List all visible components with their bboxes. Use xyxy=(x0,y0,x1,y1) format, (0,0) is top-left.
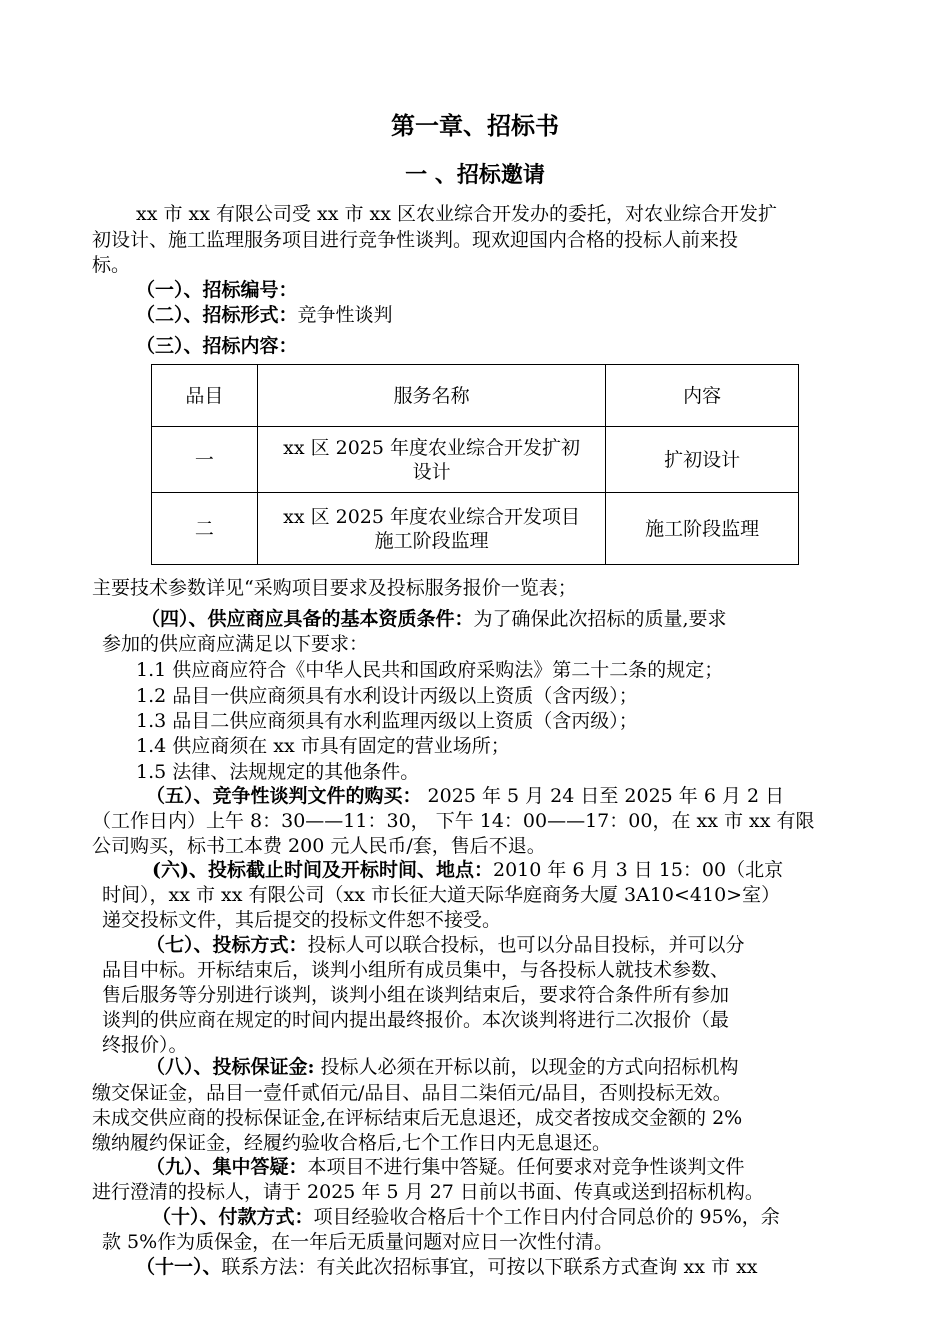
s5-text: 2025 年 5 月 24 日至 2025 年 6 月 2 日 xyxy=(421,785,785,807)
table-cell-item: 二 xyxy=(152,493,258,565)
intro-line-2: 初设计、施工监理服务项目进行竞争性谈判。现欢迎国内合格的投标人前来投 xyxy=(92,229,739,251)
chapter-title: 第一章、招标书 xyxy=(391,111,559,140)
service-table xyxy=(151,364,799,565)
s7-line-5: 终报价）。 xyxy=(102,1034,188,1056)
bid-form-line xyxy=(136,303,393,327)
requirement-item: 1.1 供应商应符合《中华人民共和国政府采购法》第二十二条的规定； xyxy=(136,659,724,681)
table-cell-content: 施工阶段监理 xyxy=(606,493,799,565)
s5-label: （五）、竞争性谈判文件的购买： xyxy=(146,785,422,807)
table-cell-content: 扩初设计 xyxy=(606,427,799,493)
s9-line-1 xyxy=(146,1155,745,1179)
s5-line-2: （工作日内）上午 8：30——11：30， 下午 14：00——17：00，在 xx 市 xx 有限 xyxy=(92,810,815,832)
table-row xyxy=(152,427,799,493)
s7-line-2: 品目中标。开标结束后，谈判小组所有成员集中，与各投标人就技术参数、 xyxy=(102,959,730,981)
table-cell-item: 一 xyxy=(152,427,258,493)
requirement-item: 1.2 品目一供应商须具有水利设计丙级以上资质（含丙级）； xyxy=(136,685,638,707)
s8-label: （八）、投标保证金: xyxy=(146,1056,315,1078)
table-header-row xyxy=(152,365,799,427)
s6-line-3: 递交投标文件，其后提交的投标文件恕不接受。 xyxy=(102,909,502,931)
s6-label: (六)、投标截止时间及开标时间、地点： xyxy=(152,859,493,881)
table-row xyxy=(152,493,799,565)
s4-label: （四）、供应商应具备的基本资质条件： xyxy=(141,608,474,630)
intro-line-1: xx 市 xx 有限公司受 xx 市 xx 区农业综合开发办的委托，对农业综合开发扩 xyxy=(136,203,778,225)
intro-line-3: 标。 xyxy=(92,254,131,276)
bid-form-value: 竞争性谈判 xyxy=(297,304,393,326)
s5-line-1 xyxy=(146,784,784,808)
s6-line-2: 时间），xx 市 xx 有限公司（xx 市长征大道天际华庭商务大厦 3A10<410>室） xyxy=(102,884,781,906)
service-name-line: 设计 xyxy=(412,460,451,483)
s7-line-4: 谈判的供应商在规定的时间内提出最终报价。本次谈判将进行二次报价（最 xyxy=(102,1009,730,1031)
s10-label: （十）、付款方式： xyxy=(152,1206,314,1228)
s9-line-2: 进行澄清的投标人，请于 2025 年 5 月 27 日前以书面、传真或送到招标机构。 xyxy=(92,1181,764,1203)
s8-text: 投标人必须在开标以前，以现金的方式向招标机构 xyxy=(314,1056,739,1078)
table-header-cell: 服务名称 xyxy=(257,365,605,427)
s10-line-2: 款 5%作为质保金，在一年后无质量问题对应日一次性付清。 xyxy=(102,1231,614,1253)
s9-text: 本项目不进行集中答疑。任何要求对竞争性谈判文件 xyxy=(307,1156,745,1178)
s11-label: （十一）、 xyxy=(136,1256,222,1278)
s7-line-1 xyxy=(146,933,745,957)
s6-text: 2010 年 6 月 3 日 15：00（北京 xyxy=(492,859,784,881)
s10-line-1 xyxy=(152,1205,780,1229)
s11-text: 联系方法：有关此次招标事宜，可按以下联系方式查询 xx 市 xx xyxy=(221,1256,758,1278)
section-title: 一 、招标邀请 xyxy=(405,162,545,188)
service-name-line: 施工阶段监理 xyxy=(374,529,489,552)
service-name-line: xx 区 2025 年度农业综合开发扩初 xyxy=(283,436,581,459)
s7-label: （七）、投标方式： xyxy=(146,934,308,956)
service-name-line: xx 区 2025 年度农业综合开发项目 xyxy=(283,505,581,528)
tech-params-note: 主要技术参数详见“采购项目要求及投标服务报价一览表； xyxy=(92,577,577,599)
s8-line-3: 未成交供应商的投标保证金,在评标结束后无息退还，成交者按成交金额的 2% xyxy=(92,1107,743,1129)
bid-number-label: （一）、招标编号： xyxy=(136,279,298,301)
s6-line-1 xyxy=(152,858,783,882)
s10-text: 项目经验收合格后十个工作日内付合同总价的 95%，余 xyxy=(313,1206,780,1228)
table-cell-name xyxy=(257,493,605,565)
bid-content-label: （三）、招标内容： xyxy=(136,335,298,357)
bid-form-label: （二）、招标形式： xyxy=(136,304,298,326)
requirement-item: 1.4 供应商须在 xx 市具有固定的营业场所； xyxy=(136,735,510,757)
s8-line-4: 缴纳履约保证金，经履约验收合格后,七个工作日内无息退还。 xyxy=(92,1132,612,1154)
s11-line-1 xyxy=(136,1255,758,1279)
s9-label: （九）、集中答疑： xyxy=(146,1156,308,1178)
s4-line-2: 参加的供应商应满足以下要求： xyxy=(102,633,369,655)
table-header-cell: 品目 xyxy=(152,365,258,427)
s7-text: 投标人可以联合投标，也可以分品目投标，并可以分 xyxy=(307,934,745,956)
table-cell-name xyxy=(257,427,605,493)
s7-line-3: 售后服务等分别进行谈判，谈判小组在谈判结束后，要求符合条件所有参加 xyxy=(102,984,730,1006)
s4-text: 为了确保此次招标的质量,要求 xyxy=(473,608,727,630)
s8-line-2: 缴交保证金，品目一壹仟贰佰元/品目、品目二柒佰元/品目，否则投标无效。 xyxy=(92,1082,732,1104)
requirement-item: 1.5 法律、法规规定的其他条件。 xyxy=(136,761,420,783)
s5-line-3: 公司购买，标书工本费 200 元人民币/套，售后不退。 xyxy=(92,835,546,857)
requirement-item: 1.3 品目二供应商须具有水利监理丙级以上资质（含丙级）； xyxy=(136,710,638,732)
s8-line-1 xyxy=(146,1055,739,1079)
table-header-cell: 内容 xyxy=(606,365,799,427)
s4-line-1 xyxy=(141,607,727,631)
